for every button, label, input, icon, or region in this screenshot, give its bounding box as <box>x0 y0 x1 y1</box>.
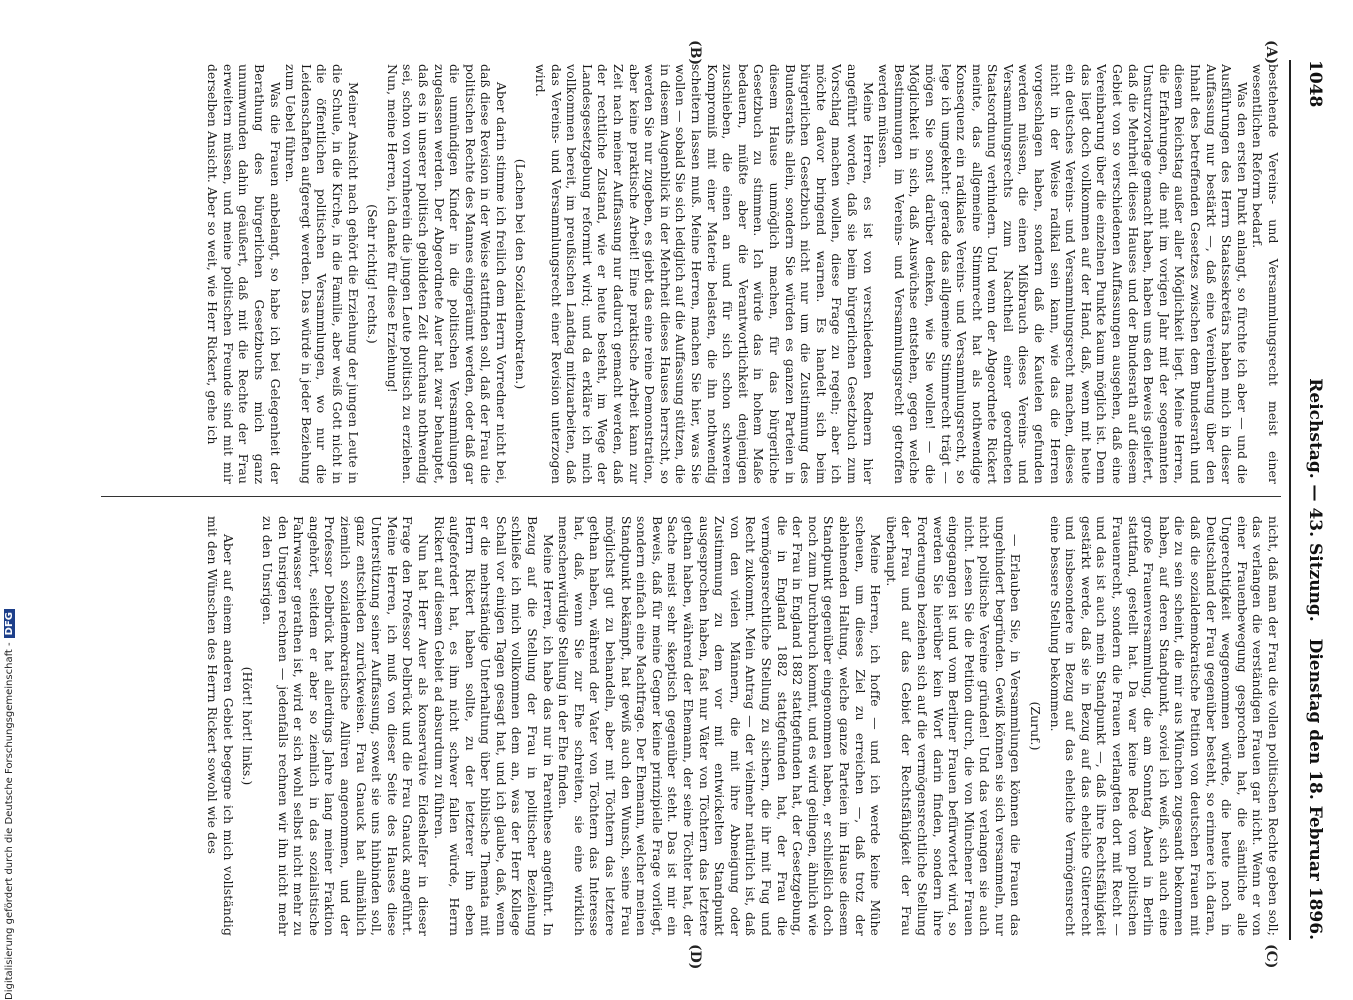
margin-marker-d: (D) <box>687 944 703 970</box>
interjection: (Sehr richtig! rechts.) <box>365 204 381 344</box>
interjection: (Lachen bei den Sozialdemokraten.) <box>513 158 529 390</box>
page-header <box>1297 60 1325 940</box>
page-title: Reichstag. — 43. Sitzung. <box>1305 378 1325 622</box>
column-divider <box>101 496 1281 497</box>
margin-marker-c: (C) <box>1263 944 1279 969</box>
paragraph: nicht, daß man der Frau die vollen politischen Rechte geben soll; das verlangen die verständigen Frauen gar nicht. Wenn er von einer Frauenbewegung gesprochen hat, die sämtliche alle Ungerechtigkeit weggenommen würde, die heute noch in Deutschland der Frau gegenüber besteht, so erinnere ich daran, daß die sozialdemokratische Petition von deutschen Frauen mit die zu sein scheint, die mir aus München zugesandt bekommen haben, auf deren Standpunkt, soviel ich weiß, sich auch eine große Frauenversammlung, die am Sonntag Abend in Berlin stattfand, gestellt hat. Da war keine Rede vom politischen Frauenrecht, sondern die Frauen verlangten dort mit Recht — und das ist auch mein Standpunkt —, daß ihre Rechtsfähigkeit gestärkt werde, daß sie in Bezug auf das eheliche Güterrecht und insbesondere in Bezug auf das eheliche Vermögensrecht eine bessere Stellung bekommen. <box>1047 516 1281 936</box>
margin-marker-a: (A) <box>1263 40 1279 65</box>
paragraph: Was die Frauen anbelangt, so habe ich bei Gelegenheit der Berathung des bürgerlichen Gesetzbuchs mich ganz unumwunden dahin geäußert, daß mit die Rechte der Frau erweitern müssen, und meine politischen Freunde sind mit mir derselben Ansicht. Aber so weit, wie Herr Rickert, gehe ich <box>205 64 283 484</box>
paragraph: Aber auf einem anderen Gebiet begegne ich mich vollständig mit den Wünschen des Herrn Rickert sowohl wie des <box>205 516 236 936</box>
page-date: Dienstag den 18. Februar 1896. <box>1305 638 1325 940</box>
interjection: (Hört! hört! links.) <box>240 666 256 786</box>
paragraph: Meine Herren, ich habe das nur in Parenthese angeführt. In Bezug auf die Stellung der Frau in politischer Beziehung schließe ich mich vollkommen dem an, was der Herr Kollege Schall vor einigen Tagen gesagt hat, und ich glaube, daß, wenn er die mehrständige Unterhaltung über biblische Themata mit Herrn Rickert haben sollte, zu der letzterer ihn eben aufgefordert hat, es ihm nicht schwer fallen würde, Herrn Rickert auf diesem Gebiet ad absurdum zu führen. <box>431 516 556 936</box>
paragraph: Nun hat Herr Auer als konservative Eideshelfer in dieser Frage den Professor Delbrück und die Frau Gnauck angeführt. Meine Herren, ich muß von dieser Seite des Hauses diese Unterstützung seiner Auffassung, soweit sie uns hinbinden soll, ganz entschieden zurückweisen. Frau Gnauck hat allmählich ziemlich sozialdemokratische Allüren angenommen, und der Professor Delbrück hat allerdings Jahre lang meiner Fraktion angehört, seitdem er aber so ziemlich in das sozialistische Fahrwasser gerathen ist, wird er sich wohl selbst nicht mehr zu den Unsrigen rechnen — jedenfalls rechnen wir ihn nicht mehr zu den Unsrigen. <box>260 516 431 936</box>
dfg-logo: DFG <box>4 609 15 638</box>
paragraph: Meiner Ansicht nach gehört die Erziehung der jungen Leute in die Schule, in die Kirche, in die Familie, aber weiß Gott nicht in die öffentlichen politischen Versammlungen, wo nur die Leidenschaften aufgeregt werden. Das würde in jeder Beziehung zum Uebel führen. <box>283 64 361 484</box>
paragraph: Aber darin stimme ich freilich dem Herrn Vorredner nicht bei, daß diese Revision in der Weise stattfinden soll, daß der Frau die politischen Rechte des Mannes eingeräumt werden, oder daß gar die unmündigen Kinder in die politischen Versammlungen zugelassen werden. Der Abgeordnete Auer hat zwar behauptet, daß es in unserer politisch gebildeten Zeit durchaus nothwendig sei, schon von vornherein die jungen Leute politisch zu erziehen. Nun, meine Herren, ich danke für diese Erziehung! <box>384 64 509 484</box>
page-number: 1048 <box>1305 60 1325 108</box>
right-column <box>101 516 1281 936</box>
paragraph: Meine Herren, es ist von verschiedenen Rednern hier angeführt worden, daß sie beim bürgerlichen Gesetzbuch zum Vorschlag machen wollen, diese Frage zu regeln; aber ich möchte davor bringend warnen. Es handelt sich beim bürgerlichen Gesetzbuch nicht nur um die Zustimmung des Bundesraths allein, sondern Sie würden es ganzen Parteien in diesem Hause unmöglich machen, für das bürgerliche Gesetzbuch zu stimmen. Ich würde das in hohem Maße bedauern, müßte aber die Verantwortlichkeit denjenigen zuschieben, die einen an und für sich schon schweren Kompromiß mit einer Materie belasten, die ihn nothwendig scheitern lassen muß. Meine Herren, machen Sie hier, was Sie wollen — sobald Sie sich lediglich auf die Auffassung stützen, die in diesem Augenblick in der Mehrheit dieses Hauses herrscht, so werden Sie nur zugeben, es giebt das eine reine Demonstration, aber keine praktische Arbeit! Eine praktische Arbeit kann zur Zeit nach meiner Auffassung nur dadurch gemacht werden, daß der rechtliche Zustand, wie er heute besteht, im Wege der Landesgesetzgebung reformirt wird; und da erkläre ich mich vollkommen bereit, im preußischen Landtag mitzuarbeiten, daß das Vereins- und Versammlungsrecht einer Revision unterzogen wird. <box>533 64 876 484</box>
paragraph: bestehende Vereins- und Versammlungsrecht meist einer wesentlichen Reform bedarf. <box>1250 64 1281 484</box>
header-rule <box>1289 60 1291 940</box>
paragraph: Was den ersten Punkt anlangt, so fürchte ich aber — und die Ausführungen des Herrn Staatssekretärs haben mich in dieser Auffassung nur bestärkt —, daß eine Vereinbarung über den Inhalt des betreffenden Gesetzes zwischen dem Bundesrath und diesem Reichstag außer aller Möglichkeit liegt. Meine Herren, die Erfahrungen, die mit im vorigen Jahr mit der sogenannten Umsturzvorlage gemacht haben, haben uns den Beweis geliefert, daß die Mehrheit dieses Hauses und der Bundesrath auf diesem Gebiet von so verschiedenen Auffassungen ausgehen, daß eine Vereinbarung über die einzelnen Punkte kaum möglich ist. Denn das liegt doch vollkommen auf der Hand, daß, wenn mit heute ein deutsches Vereins- und Versammlungsrecht machen, dieses nicht in der Weise radikal sein kann, wie das die Herren vorgeschlagen haben, sondern daß die Kautelen gefunden werden müssen, die einen Mißbrauch dieses Vereins- und Versammlungsrechts zum Nachtheil einer geordneten Staatsordnung verhindern. Und wenn der Abgeordnete Rickert meinte, das allgemeine Stimmrecht hat als nothwendige Konsequenz ein radikales Vereins- und Versammlungsrecht, so lege ich umgekehrt: gerade das allgemeine Stimmrecht trägt — mögen Sie sonst darüber denken, wie Sie wollen! — die Möglichkeit in sich, daß Auswüchse entstehen, gegen welche Bestimmungen im Vereins- und Versammlungsrecht getroffen werden müssen. <box>876 64 1250 484</box>
paragraph: Meine Herren, ich hoffe — und ich werde keine Mühe scheuen, um dieses Ziel zu erreichen —, daß trotz der ablehnenden Haltung, welche ganze Parteien im Hause diesem Standpunkt gegenüber eingenommen haben, er schließlich doch noch zum Durchbruch kommt, und es wird gelingen, ähnlich wie der Frau in England 1882 stattgefunden hat, der Gesetzgebung, die in England 1882 stattgefunden hat, der Frau die vermögensrechtliche Stellung zu sichern, die ihr mit Fug und Recht zukommt. Mein Antrag — der vielmehr natürlich ist, daß von den vielen Männern, die mit ihre Abneigung oder Zustimmung zu dem vor mit entwickelten Standpunkt ausgesprochen haben, fast nur Väter von Töchtern das letztere gethan haben, während der Ehemann, der seine Töchter hat, der Sache meist sehr skeptisch gegenüber steht. Das ist mir ein Beweis, daß für meine Gegner keine prinzipielle Frage vorliegt, sondern einfach eine Machtfrage. Der Ehemann, welcher meinen Standpunkt bekämpft, hat gewiß auch den Wunsch, seine Frau möglichst gut zu behandeln, aber mit Töchtern das letztere gethan haben, während der Vater von Töchtern das Interesse hat, daß, wenn Sie zur Ehe schreiten, sie eine wirklich menschenwürdige Stellung in der Ehe finden. <box>556 516 884 936</box>
left-column <box>101 64 1281 484</box>
margin-marker-b: (B) <box>687 40 703 66</box>
digitization-footer <box>4 600 18 1000</box>
footer-text: Digitalisierung gefördert durch die Deutsche Forschungsgemeinschaft - <box>4 642 15 1000</box>
paragraph: — Erlauben Sie, in Versammlungen können die Frauen das ungehindert begründen. Gewiß können sie sich versammeln, nur nicht politische Vereine gründen! Und das verlangen sie auch nicht. Lesen Sie die Petition durch, die von Münchener Frauen eingegangen ist und vom Berliner Frauen befürwortet wird, so werden Sie hierüber kein Wort darin finden, sondern ihre Forderungen beziehen sich auf die vermögensrechtliche Stellung der Frau und auf das Gebiet der Rechtsfähigkeit der Frau überhaupt. <box>883 516 1024 936</box>
interjection: (Zuruf.) <box>1028 701 1044 751</box>
